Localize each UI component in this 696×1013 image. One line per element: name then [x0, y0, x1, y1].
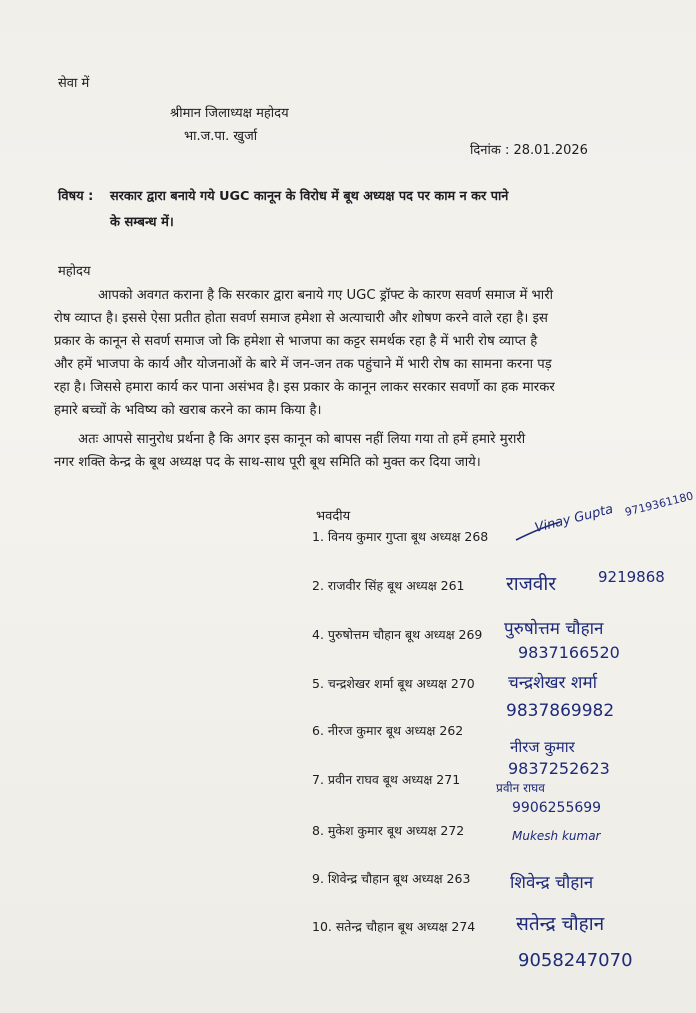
recipient-org: भा.ज.पा. खुर्जा	[184, 129, 258, 144]
signature-6-phone: 9837252623	[508, 759, 610, 778]
signatory-row-7: 7. प्रवीन राघव बूथ अध्यक्ष 271	[312, 772, 461, 787]
para1-line: हमारे बच्चों के भविष्य को खराब करने का काम किया है।	[54, 403, 322, 418]
para1-line: रोष व्याप्त है। इससे ऐसा प्रतीत होता सवर्ण समाज हमेशा से अत्याचारी और शोषण करने वाले रहा है। इस	[54, 311, 548, 326]
signatory-row-8: 8. मुकेश कुमार बूथ अध्यक्ष 272	[312, 823, 465, 838]
signature-6-name: नीरज कुमार	[510, 738, 575, 756]
signature-5-name: चन्द्रशेखर शर्मा	[508, 673, 598, 693]
subject-label: विषय :	[58, 189, 94, 204]
recipient-title: श्रीमान जिलाध्यक्ष महोदय	[170, 106, 289, 121]
para1-line: रहा है। जिससे हमारा कार्य कर पाना असंभव है। इस प्रकार के कानून लाकर सरकार सवर्णो का हक मारकर	[54, 380, 555, 395]
subject-line-1: सरकार द्वारा बनाये गये UGC कानून के विरोध में बूथ अध्यक्ष पद पर काम न कर पाने	[110, 189, 509, 204]
signatory-row-9: 9. शिवेन्द्र चौहान बूथ अध्यक्ष 263	[312, 871, 471, 886]
signatory-row-5: 5. चन्द्रशेखर शर्मा बूथ अध्यक्ष 270	[312, 676, 475, 691]
para1-line: आपको अवगत कराना है कि सरकार द्वारा बनाये गए UGC ड्रॉफ्ट के कारण सवर्ण समाज में भारी	[98, 288, 554, 303]
para2-line: नगर शक्ति केन्द्र के बूथ अध्यक्ष पद के साथ-साथ पूरी बूथ समिति को मुक्त कर दिया जाये।	[54, 455, 481, 470]
signature-1-name: Vinay Gupta	[533, 501, 615, 536]
signature-4-phone: 9837166520	[518, 643, 620, 662]
signature-7-name: प्रवीन राघव	[496, 781, 545, 795]
greeting: महोदय	[58, 264, 91, 279]
signature-7-phone: 9906255699	[512, 800, 602, 816]
signature-8-name: Mukesh kumar	[512, 829, 601, 843]
letter-date: दिनांक : 28.01.2026	[470, 143, 588, 158]
signature-10-name: सतेन्द्र चौहान	[516, 913, 605, 935]
signatory-row-4: 4. पुरुषोत्तम चौहान बूथ अध्यक्ष 269	[312, 627, 483, 642]
signatory-row-1: 1. विनय कुमार गुप्ता बूथ अध्यक्ष 268	[312, 529, 489, 544]
para1-line: और हमें भाजपा के कार्य और योजनाओं के बारे में जन-जन तक पहुंचाने में भारी रोष का सामना करना पड़	[54, 357, 552, 372]
signature-2-name: राजवीर	[506, 573, 557, 595]
signature-2-phone: 9219868	[598, 568, 665, 586]
signature-10-phone: 9058247070	[518, 950, 633, 971]
signature-1-phone: 9719361180	[623, 489, 695, 519]
signature-9-name: शिवेन्द्र चौहान	[510, 873, 594, 893]
para1-line: प्रकार के कानून से सवर्ण समाज जो कि हमेशा से भाजपा का कट्टर समर्थक रहा है में भारी रोष व्याप्त है	[54, 334, 538, 349]
signature-4-name: पुरुषोत्तम चौहान	[504, 619, 604, 639]
signatory-row-10: 10. सतेन्द्र चौहान बूथ अध्यक्ष 274	[312, 919, 476, 934]
signatory-row-6: 6. नीरज कुमार बूथ अध्यक्ष 262	[312, 723, 464, 738]
signatory-row-2: 2. राजवीर सिंह बूथ अध्यक्ष 261	[312, 578, 465, 593]
subject-line-2: के सम्बन्ध में।	[110, 215, 174, 230]
para2-line: अतः आपसे सानुरोध प्रर्थना है कि अगर इस कानून को बापस नहीं लिया गया तो हमें हमारे मुरारी	[78, 432, 526, 447]
salutation-to: सेवा में	[58, 76, 90, 91]
signature-5-phone: 9837869982	[506, 701, 615, 721]
closing: भवदीय	[316, 509, 351, 524]
